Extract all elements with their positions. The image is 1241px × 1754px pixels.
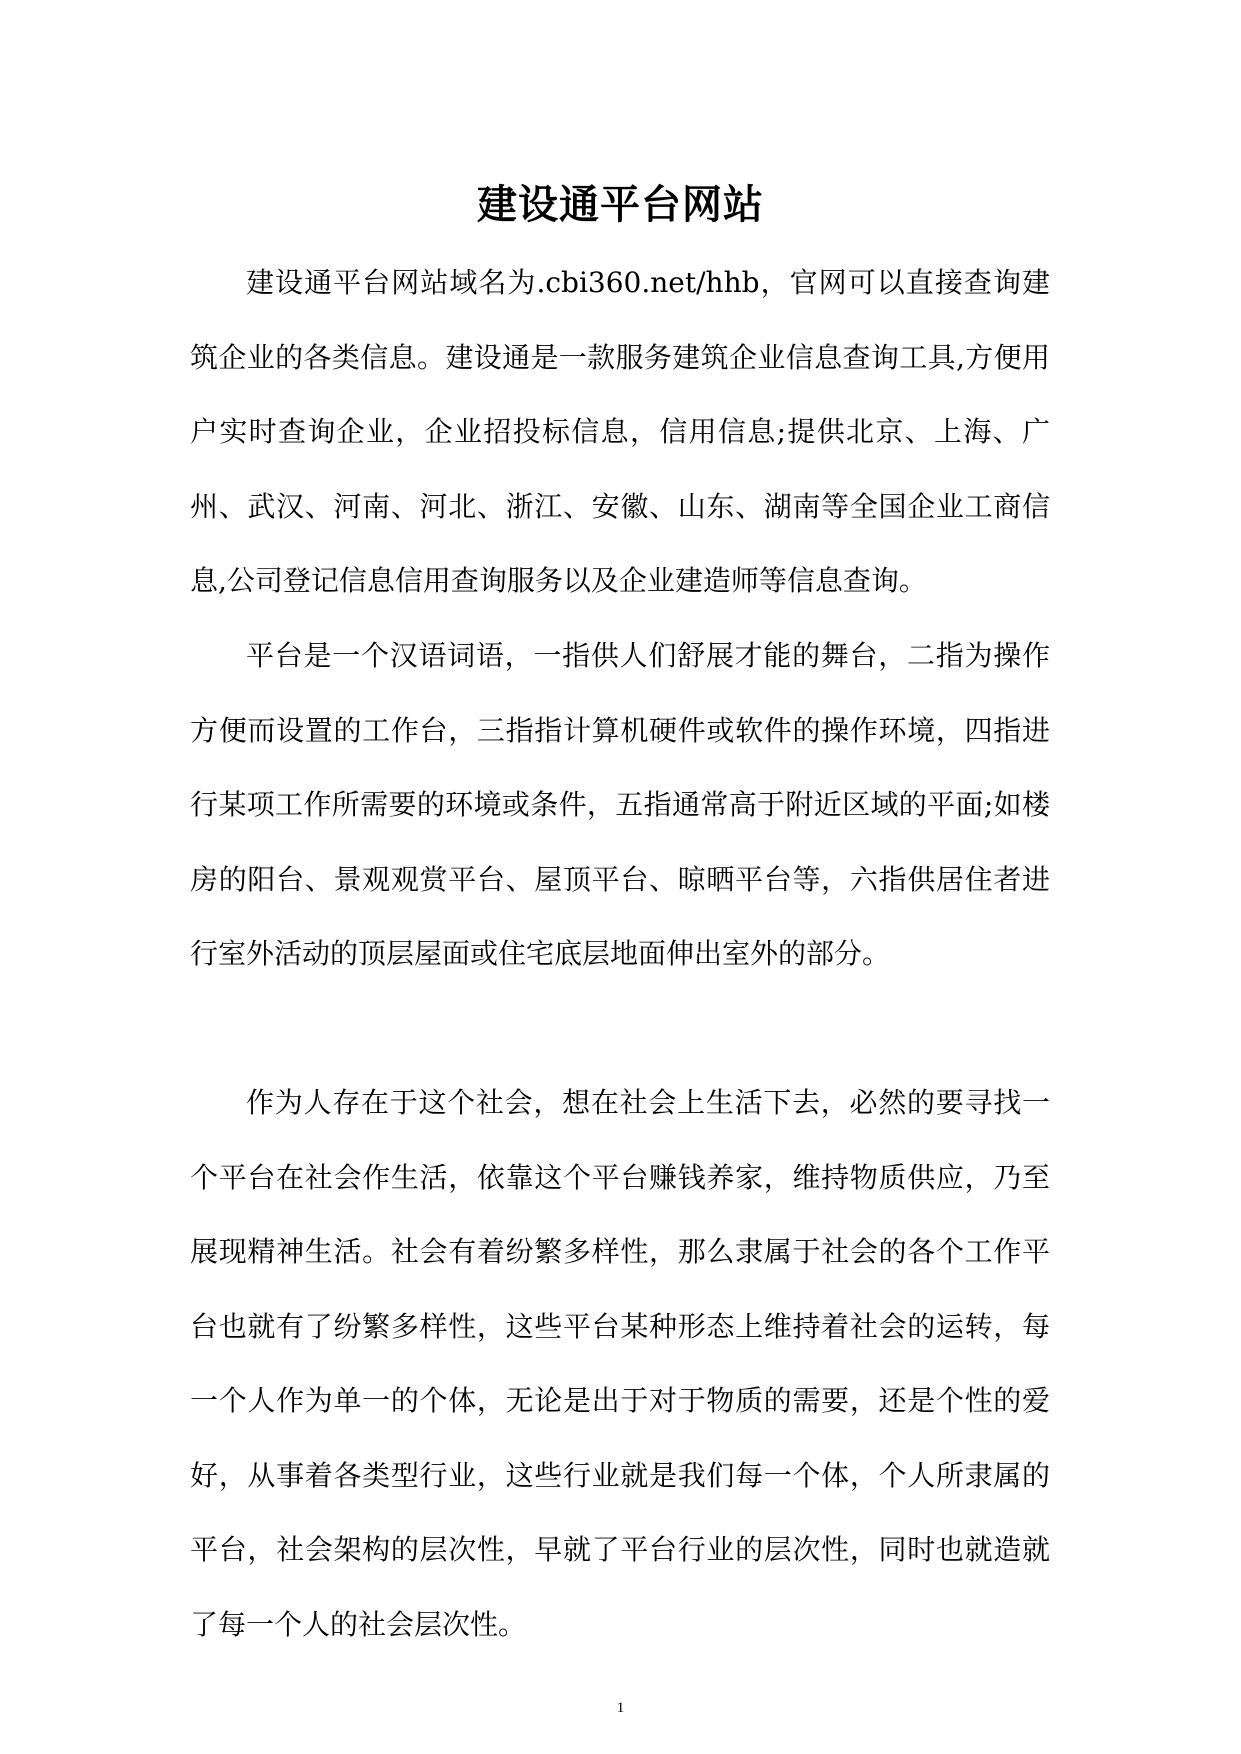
page-number: 1 xyxy=(616,1700,625,1716)
paragraph-society-platform: 作为人存在于这个社会，想在社会上生活下去，必然的要寻找一个平台在社会作生活，依靠这个平台赚钱养家，维持物质供应，乃至展现精神生活。社会有着纷繁多样性，那么隶属于社会的各个工作平台也就有了纷繁多样性，这些平台某种形态上维持着社会的运转，每一个人作为单一的个体，无论是出于对于物质的需要，还是个性的爱好，从事着各类型行业，这些行业就是我们每一个体，个人所隶属的平台，社会架构的层次性，早就了平台行业的层次性，同时也就造就了每一个人的社会层次性。 xyxy=(190,1086,1050,1641)
paragraph-domain-info: 建设通平台网站域名为.cbi360.net/hhb，官网可以直接查询建筑企业的各类信息。建设通是一款服务建筑企业信息查询工具,方便用户实时查询企业，企业招投标信息，信用信息;提供北京、上海、广州、武汉、河南、河北、浙江、安徽、山东、湖南等全国企业工商信息,公司登记信息信用查询服务以及企业建造师等信息查询。 xyxy=(190,266,1050,597)
document-title: 建设通平台网站 xyxy=(477,180,764,228)
paragraph-platform-definition: 平台是一个汉语词语，一指供人们舒展才能的舞台，二指为操作方便而设置的工作台，三指指计算机硬件或软件的操作环境，四指进行某项工作所需要的环境或条件，五指通常高于附近区域的平面;如楼房的阳台、景观观赏平台、屋顶平台、晾晒平台等，六指供居住者进行室外活动的顶层屋面或住宅底层地面伸出室外的部分。 xyxy=(190,639,1050,970)
